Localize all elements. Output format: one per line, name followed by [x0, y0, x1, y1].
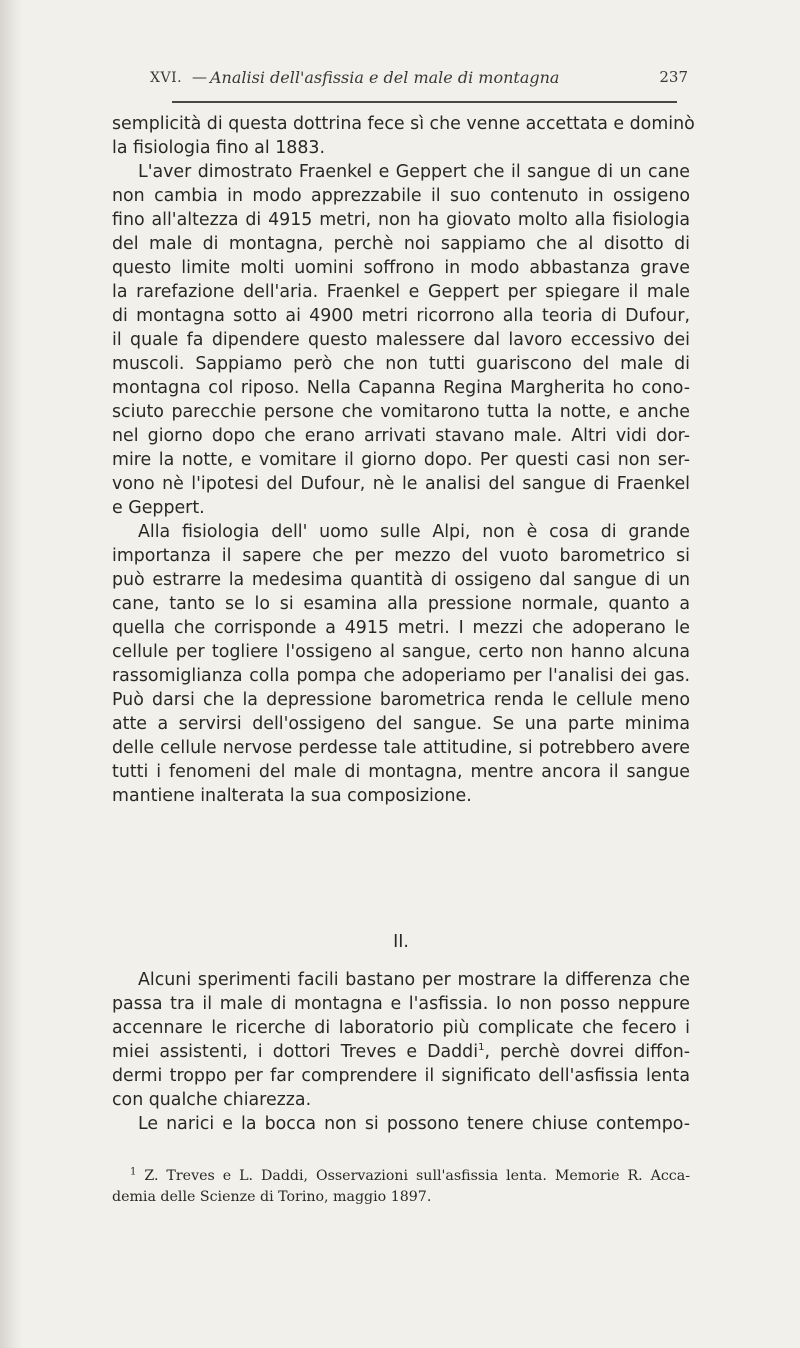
- footnote-text: Z. Treves e L. Daddi, Osservazioni sull'asfissia lenta. Memorie R. Acca-: [144, 1168, 690, 1184]
- footnote-reference[interactable]: 1: [478, 1042, 485, 1054]
- text-line: accennare le ricerche di laboratorio più complicate che fecero i: [112, 1018, 690, 1038]
- text-line: vono nè l'ipotesi del Dufour, nè le analisi del sangue di Fraenkel: [112, 474, 690, 494]
- text-line: semplicità di questa dottrina fece sì che venne accettata e dominò: [112, 114, 695, 134]
- text-line: Può darsi che la depressione barometrica renda le cellule meno: [112, 690, 690, 710]
- text-fragment: miei assistenti, i dottori Treves e Daddi: [112, 1042, 479, 1062]
- text-line: [112, 1040, 690, 1064]
- footnote: [112, 1166, 690, 1208]
- header-dash: —: [192, 68, 207, 86]
- text-line: la fisiologia fino al 1883.: [112, 138, 325, 158]
- text-line: muscoli. Sappiamo però che non tutti guariscono del male di: [112, 354, 690, 374]
- page-edge-shadow: [0, 0, 22, 1348]
- text-line: il quale fa dipendere questo malessere dal lavoro eccessivo dei: [112, 330, 690, 350]
- body-text-section-2: [112, 968, 690, 1136]
- header-rule: [172, 101, 677, 103]
- text-line: Alla fisiologia dell' uomo sulle Alpi, non è cosa di grande: [138, 522, 690, 542]
- text-line: dermi troppo per far comprendere il significato dell'asfissia lenta: [112, 1066, 690, 1086]
- text-line: atte a servirsi dell'ossigeno del sangue. Se una parte minima: [112, 714, 690, 734]
- footnote-line: demia delle Scienze di Torino, maggio 1897.: [112, 1189, 432, 1205]
- text-line: Le narici e la bocca non si possono tenere chiuse contempo-: [138, 1114, 690, 1134]
- text-line: cellule per togliere l'ossigeno al sangue, certo non hanno alcuna: [112, 642, 690, 662]
- running-title: Analisi dell'asfissia e del male di montagna: [210, 68, 560, 87]
- text-line: tutti i fenomeni del male di montagna, mentre ancora il sangue: [112, 762, 690, 782]
- text-line: nel giorno dopo che erano arrivati stavano male. Altri vidi dor-: [112, 426, 690, 446]
- text-line: con qualche chiarezza.: [112, 1090, 312, 1110]
- text-line: importanza il sapere che per mezzo del vuoto barometrico si: [112, 546, 690, 566]
- text-line: montagna col riposo. Nella Capanna Regina Margherita ho cono-: [112, 378, 690, 398]
- page-number: 237: [659, 68, 688, 86]
- running-head: [110, 68, 690, 94]
- text-line: mantiene inalterata la sua composizione.: [112, 786, 472, 806]
- text-line: la rarefazione dell'aria. Fraenkel e Geppert per spiegare il male: [112, 282, 690, 302]
- text-line: quella che corrisponde a 4915 metri. I mezzi che adoperano le: [112, 618, 690, 638]
- text-line: questo limite molti uomini soffrono in modo abbastanza grave: [112, 258, 690, 278]
- footnote-line: [112, 1166, 690, 1187]
- text-line: può estrarre la medesima quantità di ossigeno dal sangue di un: [112, 570, 690, 590]
- text-line: L'aver dimostrato Fraenkel e Geppert che il sangue di un cane: [138, 162, 690, 182]
- text-line: di montagna sotto ai 4900 metri ricorrono alla teoria di Dufour,: [112, 306, 690, 326]
- text-fragment: , perchè dovrei diffon-: [484, 1042, 690, 1062]
- text-line: e Geppert.: [112, 498, 205, 518]
- text-line: non cambia in modo apprezzabile il suo contenuto in ossigeno: [112, 186, 690, 206]
- text-line: delle cellule nervose perdesse tale attitudine, si potrebbero avere: [112, 738, 690, 758]
- text-line: cane, tanto se lo si esamina alla pressione normale, quanto a: [112, 594, 690, 614]
- chapter-number: XVI.: [150, 70, 183, 86]
- body-text: [112, 112, 695, 808]
- section-heading: II.: [393, 932, 409, 952]
- text-line: sciuto parecchie persone che vomitarono tutta la notte, e anche: [112, 402, 690, 422]
- text-line: fino all'altezza di 4915 metri, non ha giovato molto alla fisiologia: [112, 210, 690, 230]
- text-line: mire la notte, e vomitare il giorno dopo. Per questi casi non ser-: [112, 450, 690, 470]
- text-line: Alcuni sperimenti facili bastano per mostrare la differenza che: [138, 970, 690, 990]
- footnote-marker: 1: [130, 1166, 137, 1178]
- text-line: rassomiglianza colla pompa che adoperiamo per l'analisi dei gas.: [112, 666, 690, 686]
- text-line: del male di montagna, perchè noi sappiamo che al disotto di: [112, 234, 690, 254]
- text-line: passa tra il male di montagna e l'asfissia. Io non posso neppure: [112, 994, 690, 1014]
